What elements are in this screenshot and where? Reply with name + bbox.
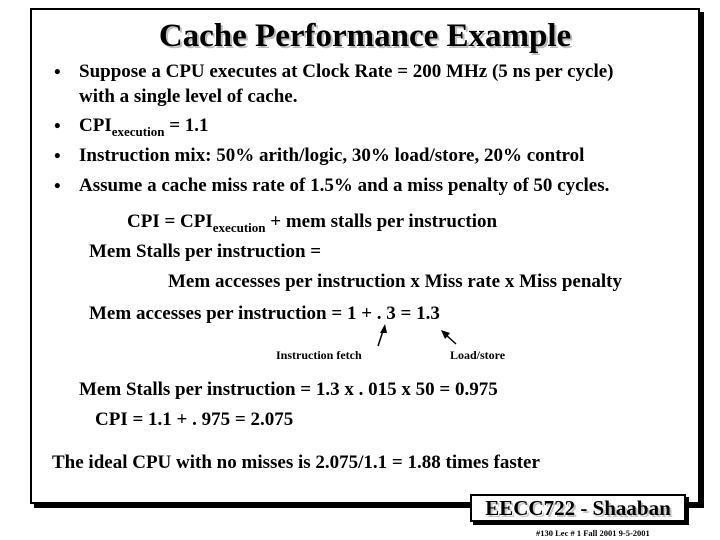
label-load-store: Load/store xyxy=(450,348,506,362)
label-instruction-fetch: Instruction fetch xyxy=(276,348,362,362)
cpi-equation-subscript: execution xyxy=(212,220,266,235)
bullet-marker: • xyxy=(54,146,61,167)
cpi-subscript: execution xyxy=(111,124,165,139)
arrow-load-store xyxy=(441,330,456,344)
course-badge: EECC722 - Shaaban xyxy=(470,494,686,522)
slide-footer: #130 Lec # 1 Fall 2001 9-5-2001 xyxy=(536,528,650,538)
mem-stalls-result: Mem Stalls per instruction = 1.3 x . 015 x 50 = 0.975 xyxy=(79,379,498,400)
mem-stalls-formula: Mem accesses per instruction x Miss rate x Miss penalty xyxy=(168,271,622,292)
bullet-marker: • xyxy=(54,62,61,83)
bullet-4: Assume a cache miss rate of 1.5% and a miss penalty of 50 cycles. xyxy=(79,175,610,196)
arrow-instruction-fetch xyxy=(378,324,387,346)
cpi-text: CPI xyxy=(79,115,112,136)
conclusion: The ideal CPU with no misses is 2.075/1.1 = 1.88 times faster xyxy=(52,452,540,473)
slide-title: Cache Performance Example xyxy=(158,18,572,54)
bullet-marker: • xyxy=(54,116,61,137)
bullet-3: Instruction mix: 50% arith/logic, 30% load/store, 20% control xyxy=(79,145,585,166)
cpi-value: = 1.1 xyxy=(164,115,209,136)
cpi-equation-left: CPI = CPI xyxy=(127,211,213,232)
bullet-marker: • xyxy=(54,176,61,197)
cpi-equation-right: + mem stalls per instruction xyxy=(265,211,498,232)
bullet-1-line-2: with a single level of cache. xyxy=(79,86,298,107)
mem-accesses-equation: Mem accesses per instruction = 1 + . 3 = 1.3 xyxy=(89,303,440,324)
cpi-result: CPI = 1.1 + . 975 = 2.075 xyxy=(95,409,294,430)
bullet-1-line-1: Suppose a CPU executes at Clock Rate = 200 MHz (5 ns per cycle) xyxy=(79,61,614,82)
mem-stalls-definition: Mem Stalls per instruction = xyxy=(89,241,322,262)
